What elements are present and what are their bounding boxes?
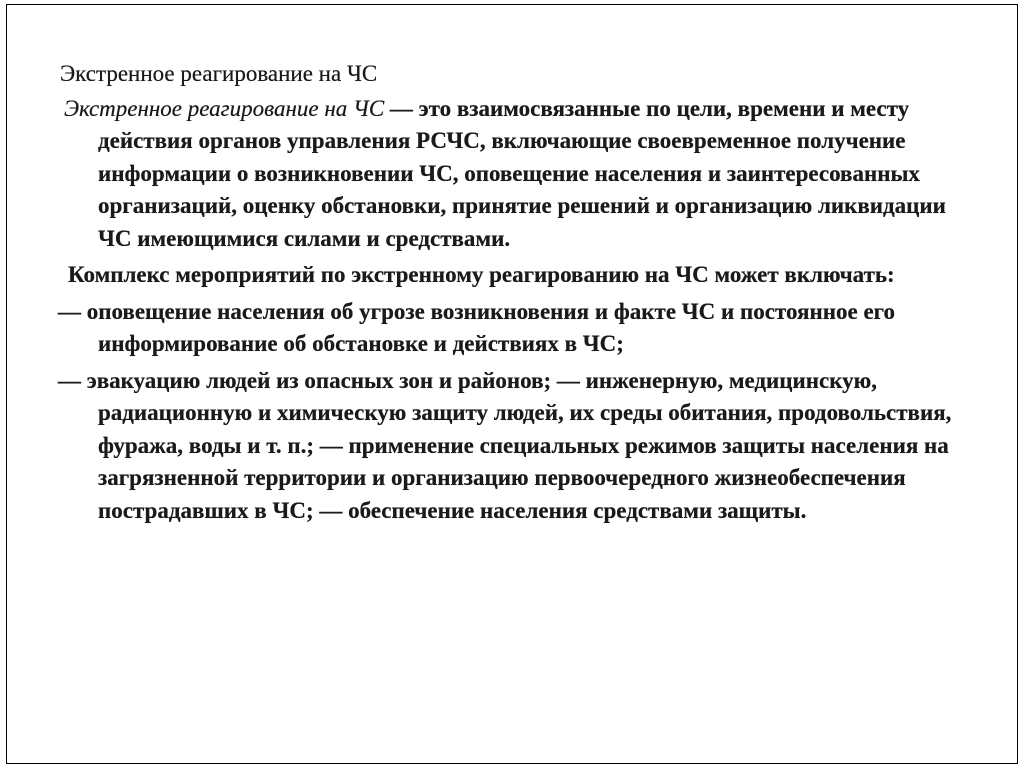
list-item-warning: — оповещение населения об угрозе возникновения и факте ЧС и постоянное его информирование об обстановке и действиях в ЧС;: [58, 298, 896, 356]
definition-paragraph: [58, 93, 958, 256]
intro-paragraph: Комплекс мероприятий по экстренному реагированию на ЧС может включать:: [68, 262, 895, 287]
definition-term: Экстренное реагирование на ЧС: [64, 95, 385, 121]
definition-text: — это взаимосвязанные по цели, времени и месту действия органов управления РСЧС, включающие своевременное получение информации о возникновении ЧС, оповещение населения и заинтересованных организаций, оценку обстановки, принятие решений и организацию ликвидации ЧС имеющимися силами и средствами.: [98, 95, 946, 251]
list-item-evacuation: — эвакуацию людей из опасных зон и районов; — инженерную, медицинскую, радиационную и химическую защиту людей, их среды обитания, продовольствия, фуража, воды и т. п.; — применение специальных режимов защиты населения на загрязненной территории и организацию первоочередного жизнеобеспечения пострадавших в ЧС; — обеспечение населения средствами защиты.: [58, 367, 952, 523]
slide-content: [58, 58, 958, 531]
slide-title: Экстренное реагирование на ЧС: [60, 61, 378, 86]
